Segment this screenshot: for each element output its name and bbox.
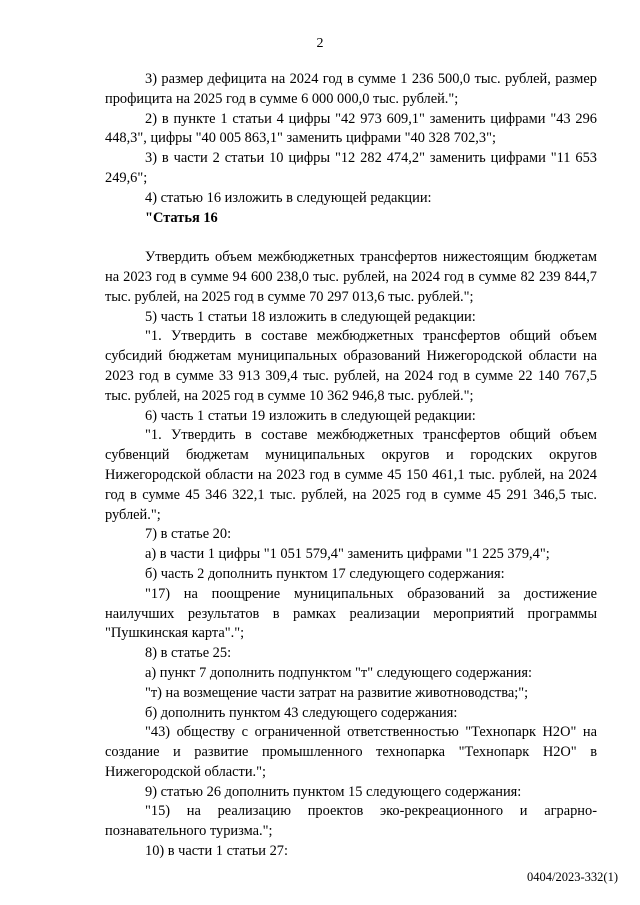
paragraph: 2) в пункте 1 статьи 4 цифры "42 973 609,1" заменить цифрами "43 296 448,3", цифры "40 005 863,1" заменить цифрами "40 328 702,3";	[105, 110, 597, 147]
paragraph: "1. Утвердить в составе межбюджетных трансфертов общий объем субвенций бюджетам муниципальных округов и городских округов Нижегородской области на 2023 год в сумме 45 150 461,1 тыс. рублей, на 2024 год в сумме 45 346 322,1 тыс. рублей, на 2025 год в сумме 45 291 346,5 тыс. рублей.";	[105, 427, 597, 523]
paragraph: 5) часть 1 статьи 18 изложить в следующей редакции:	[145, 308, 476, 325]
document-code: 0404/2023-332(1)	[527, 870, 618, 884]
paragraph: 3) в части 2 статьи 10 цифры "12 282 474,2" заменить цифрами "11 653 249,6";	[105, 150, 597, 186]
paragraph: Утвердить объем межбюджетных трансфертов нижестоящим бюджетам на 2023 год в сумме 94 600 238,0 тыс. рублей, на 2024 год в сумме 82 239 844,7 тыс. рублей, на 2025 год в сумме 70 297 013,6 тыс. рублей.";	[105, 249, 597, 305]
paragraph: 8) в статье 25:	[145, 645, 232, 662]
paragraph: "т) на возмещение части затрат на развитие животноводства;";	[145, 684, 529, 701]
document-body	[105, 70, 597, 862]
paragraph: 3) размер дефицита на 2024 год в сумме 1 236 500,0 тыс. рублей, размер профицита на 2025 год в сумме 6 000 000,0 тыс. рублей.";	[105, 71, 597, 107]
page-number: 2	[316, 36, 324, 51]
paragraph: "17) на поощрение муниципальных образований за достижение наилучших результатов в рамках реализации мероприятий программы "Пушкинская карта".";	[105, 585, 597, 642]
paragraph: 4) статью 16 изложить в следующей редакции:	[145, 189, 432, 206]
paragraph: 10) в части 1 статьи 27:	[145, 843, 288, 860]
paragraph: б) дополнить пунктом 43 следующего содержания:	[145, 704, 458, 721]
paragraph: "15) на реализацию проектов эко-рекреационного и аграрно-познавательного туризма.";	[105, 803, 597, 840]
paragraph: 7) в статье 20:	[145, 526, 232, 543]
paragraph: "1. Утвердить в составе межбюджетных трансфертов общий объем субсидий бюджетам муниципальных образований Нижегородской области на 2023 год в сумме 33 913 309,4 тыс. рублей, на 2024 год в сумме 22 140 767,5 тыс. рублей, на 2025 год в сумме 10 362 946,8 тыс. рублей.";	[105, 328, 597, 404]
paragraph: 9) статью 26 дополнить пунктом 15 следующего содержания:	[145, 783, 522, 800]
article-heading: "Статья 16	[145, 209, 218, 226]
paragraph: 6) часть 1 статьи 19 изложить в следующей редакции:	[145, 407, 476, 424]
paragraph: б) часть 2 дополнить пунктом 17 следующего содержания:	[145, 565, 505, 582]
paragraph: а) пункт 7 дополнить подпунктом "т" следующего содержания:	[145, 664, 532, 681]
paragraph: а) в части 1 цифры "1 051 579,4" заменить цифрами "1 225 379,4";	[145, 546, 550, 563]
paragraph: "43) обществу с ограниченной ответственностью "Технопарк H2O" на создание и развитие промышленного технопарка "Технопарк H2O" в Нижегородской области.";	[105, 724, 597, 780]
